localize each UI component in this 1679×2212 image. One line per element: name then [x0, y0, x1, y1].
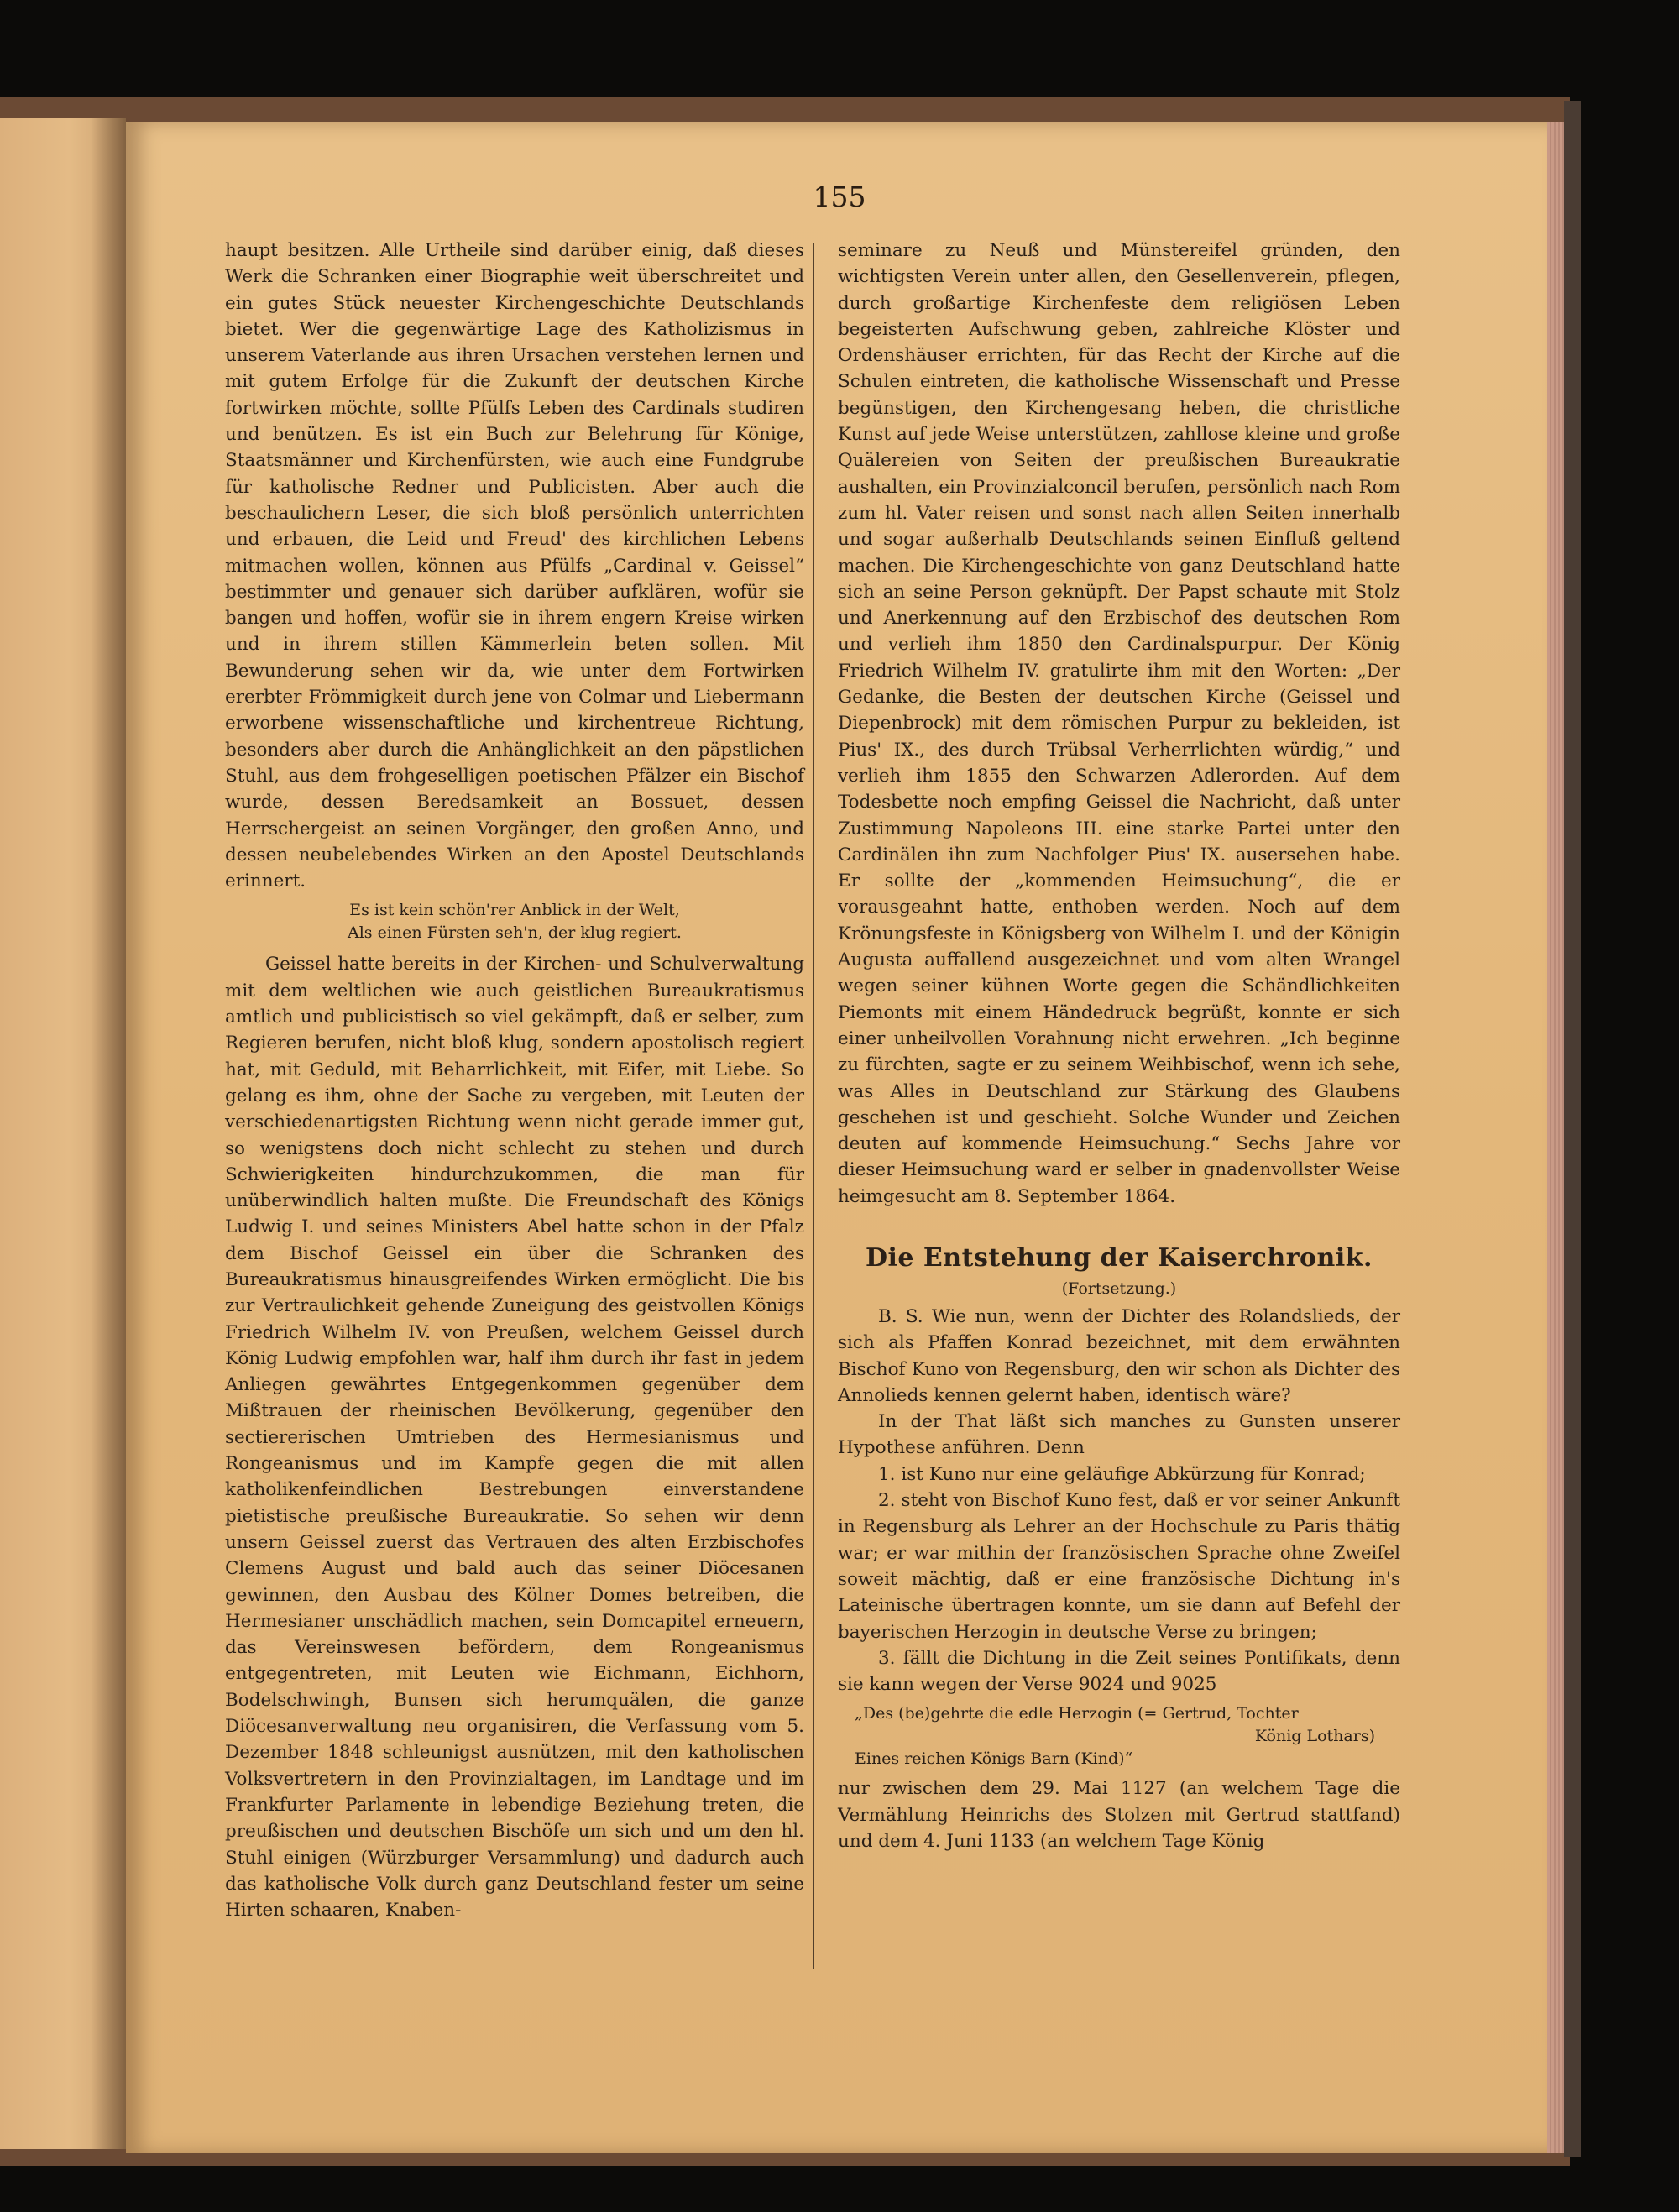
- citation-line: „Des (be)gehrte die edle Herzogin (= Gertrud, Tochter: [855, 1704, 1299, 1723]
- page-edges: [1547, 122, 1564, 2153]
- paragraph: haupt besitzen. Alle Urtheile sind darüber einig, daß dieses Werk die Schranken einer Biographie weit überschreitet und ein gutes Stück neuester Kirchengeschichte Deutschlands bietet. Wer die gegenwärtige Lage des Katholizismus in unserem Vaterlande aus ihren Ursachen verstehen lernen und mit gutem Erfolge für die Zukunft der deutschen Kirche fortwirken möchte, sollte Pfülfs Leben des Cardinals studiren und benützen. Es ist ein Buch zur Belehrung für Könige, Staatsmänner und Kirchenfürsten, wie auch eine Fundgrube für katholische Redner und Publicisten. Aber auch die beschaulichern Leser, die sich bloß persönlich unterrichten und erbauen, die Leid und Freud' des kirchlichen Lebens mitmachen wollen, können aus Pfülfs „Cardinal v. Geissel“ bestimmter und genauer sich darüber aufklären, wofür sie bangen und hoffen, wofür sie in ihrem engern Kreise wirken und in ihrem stillen Kämmerlein beten sollen. Mit Bewunderung sehen wir da, wie unter dem Fortwirken ererbter Frömmigkeit durch jene von Colmar und Liebermann erworbene wissenschaftliche und kirchentreue Richtung, besonders aber durch die Anhänglichkeit an den päpstlichen Stuhl, aus dem frohgeselligen poetischen Pfälzer ein Bischof wurde, dessen Beredsamkeit an Bossuet, dessen Herrschergeist an seinen Vorgänger, den großen Anno, und dessen neubelebendes Wirken an den Apostel Deutschlands erinnert.: [225, 240, 804, 892]
- paragraph: In der That läßt sich manches zu Gunsten unserer Hypothese anführen. Denn: [838, 1411, 1400, 1459]
- citation-line: Eines reichen Königs Barn (Kind)“: [855, 1749, 1133, 1769]
- citation-line: König Lothars): [1254, 1727, 1375, 1746]
- list-item: 3. fällt die Dichtung in die Zeit seines Pontifikats, denn sie kann wegen der Verse 9024 und 9025: [838, 1647, 1400, 1696]
- paragraph: nur zwischen dem 29. Mai 1127 (an welchem Tage die Vermählung Heinrichs des Stolzen mit Gertrud stattfand) und dem 4. Juni 1133 (an welchem Tage König: [838, 1778, 1400, 1853]
- column-divider: [813, 243, 814, 1969]
- left-text-column: [225, 238, 804, 1923]
- verse-quote: Es ist kein schön'rer Anblick in der Welt, Als einen Fürsten seh'n, der klug regiert.: [348, 901, 682, 943]
- section-subtitle: (Fortsetzung.): [1061, 1279, 1177, 1298]
- gutter-shadow: [91, 118, 126, 2149]
- paragraph: Geissel hatte bereits in der Kirchen- und Schulverwaltung mit dem weltlichen wie auch geistlichen Bureaukratismus amtlich und publicistisch so viel gekämpft, daß er selber, zum Regieren berufen, nicht bloß klug, sondern apostolisch regiert hat, mit Geduld, mit Beharrlichkeit, mit Eifer, mit Liebe. So gelang es ihm, ohne der Sache zu vergeben, mit Leuten der verschiedenartigsten Richtung wenn nicht gerade immer gut, so wenigstens doch nicht schlecht zu stehen und durch Schwierigkeiten hindurchzukommen, die man für unüberwindlich halten mußte. Die Freundschaft des Königs Ludwig I. und seines Ministers Abel hatte schon in der Pfalz dem Bischof Geissel ein über die Schranken des Bureaukratismus hinausgreifendes Wirken ermöglicht. Die bis zur Vertraulichkeit gehende Zuneigung des geistvollen Königs Friedrich Wilhelm IV. von Preußen, welchem Geissel durch König Ludwig empfohlen war, half ihm durch ihr fast in jedem Anliegen gewährtes Entgegenkommen gegenüber dem Mißtrauen der rheinischen Bevölkerung, gegenüber den sectiererischen Umtrieben des Hermesianismus und Rongeanismus und im Kampfe gegen die mit allen katholikenfeindlichen Bestrebungen einverstandene pietistische preußische Bureaukratie. So sehen wir denn unsern Geissel zuerst das Vertrauen des alten Erzbischofes Clemens August und bald auch das seiner Diöcesanen gewinnen, den Ausbau des Kölner Domes betreiben, die Hermesianer unschädlich machen, sein Domcapitel erneuern, das Vereinswesen befördern, dem Rongeanismus entgegentreten, mit Leuten wie Eichmann, Eichhorn, Bodelschwingh, Bunsen sich herumquälen, die ganze Diöcesanverwaltung neu organisiren, die Verfassung vom 5. Dezember 1848 schleunigst ausnützen, mit den katholischen Volksvertretern in den Provinzialtagen, im Landtage und im Frankfurter Parlamente in lebendige Beziehung treten, die preußischen und deutschen Bischöfe um sich und um den hl. Stuhl einigen (Würzburger Versammlung) und dadurch auch das katholische Volk durch ganz Deutschland fester um seine Hirten schaaren, Knaben-: [225, 954, 804, 1922]
- page-number: 155: [813, 180, 866, 213]
- book-cover-edge: [1564, 101, 1581, 2157]
- section-title: Die Entstehung der Kaiserchronik.: [865, 1242, 1373, 1273]
- verse-citation: [855, 1702, 1400, 1770]
- list-item: 1. ist Kuno nur eine geläufige Abkürzung für Konrad;: [878, 1463, 1366, 1485]
- right-text-column: [838, 238, 1400, 1854]
- paragraph: B. S. Wie nun, wenn der Dichter des Rolandslieds, der sich als Pfaffen Konrad bezeichnet, mit dem erwähnten Bischof Kuno von Regensburg, den wir schon als Dichter des Annolieds kennen gelernt haben, identisch wäre?: [838, 1305, 1400, 1406]
- list-item: 2. steht von Bischof Kuno fest, daß er vor seiner Ankunft in Regensburg als Lehrer an der Hochschule zu Paris thätig war; er war mithin der französischen Sprache ohne Zweifel soweit mächtig, daß er eine französische Dichtung in's Lateinische übertragen konnte, um sie dann auf Befehl der bayerischen Herzogin in deutsche Verse zu bringen;: [838, 1490, 1400, 1643]
- paragraph: seminare zu Neuß und Münstereifel gründen, den wichtigsten Verein unter allen, den Gesellenverein, pflegen, durch großartige Kirchenfeste dem religiösen Leben begeisterten Aufschwung geben, zahlreiche Klöster und Ordenshäuser errichten, für das Recht der Kirche auf die Schulen eintreten, die katholische Wissenschaft und Presse begünstigen, den Kirchengesang heben, die christliche Kunst auf jede Weise unterstützen, zahllose kleine und große Quälereien von Seiten der preußischen Bureaukratie aushalten, ein Provinzialconcil berufen, persönlich nach Rom zum hl. Vater reisen und sonst nach allen Seiten innerhalb und sogar außerhalb Deutschlands seinen Einfluß geltend machen. Die Kirchengeschichte von ganz Deutschland hatte sich an seine Person geknüpft. Der Papst schaute mit Stolz und Anerkennung auf den Erzbischof des deutschen Rom und verlieh ihm 1850 den Cardinalspurpur. Der König Friedrich Wilhelm IV. gratulirte ihm mit den Worten: „Der Gedanke, die Besten der deutschen Kirche (Geissel und Diepenbrock) mit dem römischen Purpur zu bekleiden, ist Pius' IX., des durch Trübsal Verherrlichten würdig,“ und verlieh ihm 1855 den Schwarzen Adlerorden. Auf dem Todesbette noch empfing Geissel die Nachricht, daß unter Zustimmung Napoleons III. eine starke Partei unter den Cardinälen ihn zum Nachfolger Pius' IX. ausersehen habe. Er sollte der „kommenden Heimsuchung“, die er vorausgeahnt hatte, enthoben werden. Noch auf dem Krönungsfeste in Königsberg von Wilhelm I. und der Königin Augusta auffallend ausgezeichnet und vom alten Wrangel wegen seiner kühnen Worte gegen die Schändlichkeiten Piemonts mit einem Händedruck begrüßt, konnte er sich einer unheilvollen Vorahnung nicht erwehren. „Ich beginne zu fürchten, sagte er zu seinem Weihbischof, wenn ich sehe, was Alles in Deutschland zur Stärkung des Glaubens geschehen ist und geschieht. Solche Wunder und Zeichen deuten auf kommende Heimsuchung.“ Sechs Jahre vor dieser Heimsuchung ward er selber in gnadenvollster Weise heimgesucht am 8. September 1864.: [838, 240, 1400, 1207]
